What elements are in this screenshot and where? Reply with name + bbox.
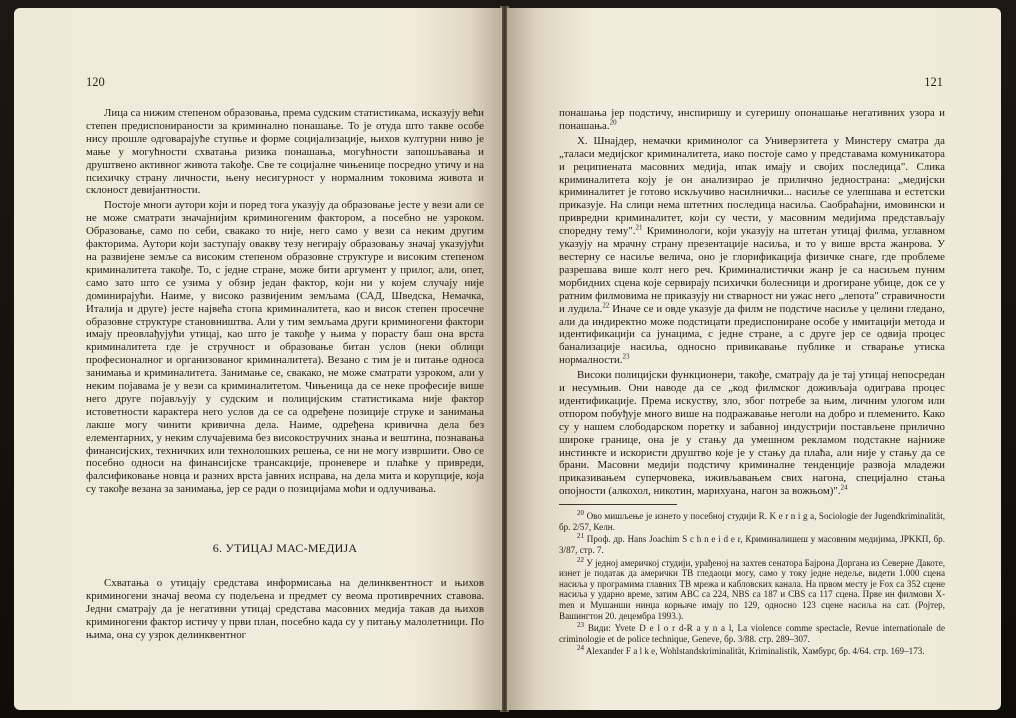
left-page-number: 120 <box>86 75 105 89</box>
right-page-body <box>559 107 945 659</box>
left-page-body <box>86 107 484 644</box>
footnote: $^{22}$ У једној америчкој студији, урађеној на захтев сенатора Бајрона Доргана из Северне Дакоте, изнет је податак да амерички ТВ гледаоци могу, само у току једне недеље, видети 1.000 сцена насиља у програмима главних ТВ мрежа и кабловских канала. На првом месту је Fox са 352 сцене насиља у ударно време, затим ABC са 224, NBS са 187 и CBS са 117 сцена. Прве ин филмови X-men и Мушанши нинџа корњаче имају по 129, односно 123 сцене насиља на сат. (Ројтер, Вашингтон 20. децембра 1993.). <box>559 555 945 621</box>
footnote-ref: 20 <box>609 118 617 127</box>
paragraph: Схватања о утицају средстава информисања на делинквентност и њихов криминогени значај веома су подељена и предмет су веома противречних ставова. Једни сматрају да је негативни утицај средстава масовних медија такав да њихов криминогени фактор истичу у први план, посебно када су у питању малолетници. По њима, она су узрок делинквентног <box>86 577 484 641</box>
paragraph: понашања јер подстичу, инспиришу и сугеришу опонашање негативних узора и понашања.$^{20}$ <box>559 107 945 132</box>
paragraph: Х. Шнајдер, немачки криминолог са Универзитета у Минстеру сматра да „таласи медијског криминалитета, иако постоје само у представама комуникатора и реципиената масовних медија, ипак имају и својих последица". Слика криминалитета коју је он анализирао је прилично једнострана: „медијски криминалитет је готово искључиво насилнички... насиље се улепшава и естетски приказује. На слици нема штетних последица насиља. Саобраћајни, имовински и привредни криминалитет, који су чести, у масовним медијима представљају споредну тему".$^{21}$ Криминологи, који указују на штетан утицај филма, углавном указују на мрачну страну презентације насиља, и то у више врста жанрова. У вестерну се насиље велича, оно је глорификација физичке снаге, где проблеме разрешава више колт него реч. Криминалистички жанр је са насиљем пуним морбидних сцена које сервирају психички болесници и дрогиране убице, док се у ратним филмовима не приказују ни стварност ни ужас него „лепота" стравичности и лудила.$^{22}$ Иначе се и овде указује да филм не подстиче насиље у целини гледано, али да индиректно може подстицати предиспониране особе у имитацији метода и идентификацији са јунацима, с једне стране, а с друге јер се одвија процес банализације насиља, односно привикавање публике и стварање утиска нормалности.$^{23}$ <box>559 134 945 367</box>
footnote-rule <box>559 504 677 505</box>
left-page <box>14 8 502 710</box>
footnote: $^{21}$ Проф. др. Hans Joachim S c h n e i d e r, Криминалишеш у масовним медијима, JPKKП, бр. 3/87, стр. 7. <box>559 532 945 555</box>
paragraph: Постоје многи аутори који и поред тога указују да образовање јесте у вези али се не може сматрати значајнијим криминогеним фактором, а посебно не узроком. Образовање, само по себи, свакако то није, него само у вези са неким другим факторима. Аутори који заступају овакву тезу негирају образовању значај указујући на развијене земље са високим степеном образовне структуре и високим степеном криминалитета такође. То, с једне стране, може бити аргумент у прилог, али, опет, само зато што се узима у обзир један фактор, који ни у којем случају није доминирајући. Наиме, у високо развијеним земљама (САД, Шведска, Немачка, Италија и друге) јесте највећа стопа криминалитета, као и висок степен просечне образовне структуре становништва. Али у тим земљама други криминогени фактори имају преовлађујући утицај, као што је такође у њима у порасту баш она врста криминалитета где је стручност и образовање битан услов (неки облици професионалног и организованог криминалитета). Везано с тим је и питање односа занимања и криминалитета. Занимање се, свакако, не може сматрати узроком, али у неким појавама је у вези са криминалитетом. Чињеница да се неке професије више него друге појављују у судским и полицијским статистикама није фактор истоветности карактера него услов да се са одређене позиције струке и занимања лакше могу чинити кривична дела. Наиме, одређена кривична дела без елементарних, у неким случајевима без високостручних знања и вештина, познавања финансијских, техничких или технолошких решења, се ни не могу извршити. Ово се посебно односи на финансијске трансакције, проневере и плаћке у привреди, фалсификовање новца и разних врста јавних исправа, на дела мита и корупције, која су такође везана за занимања, јер се ради о позицијама моћи и одлучивања. <box>86 199 484 496</box>
footnote: $^{20}$ Ово мишљење је изнето у посебној студији R. K e r n i g a, Sociologie der Jugendkriminalität, бр. 2/57, Келн. <box>559 509 946 532</box>
paragraph: Високи полицијски функционери, такође, сматрају да је тај утицај непосредан и несумњив. Они наводе да се „код филмског доживљаја одиграва процес идентификације. Према искуству, зло, због потребе за њим, личним улогом или отпором побуђује много више на подражавање неголи на добро и племенито. Како су у нашем слободарском поретку и забавној индустрији постављене прилично широке границе, она је у стању да умешном рекламом подстакне најниже инстинкте и искористи друштво које је у стању да плаћа, али није у стању да се брани. Масовни медији подстичу криминалне тенденције развоја младежи приказивањем суперчовека, иживљавањем свих нагона, специјално стања опојности (алкохол, никотин, марихуана, нагон за вожњом)".$^{24}$ <box>559 369 945 498</box>
right-page <box>507 8 1001 710</box>
footnote: $^{23}$ Види: Yvete D e l o r d-R a y n a l, La violence comme spectacle, Revue internationale de criminologie et de police technique, Geneve, бр. 3/88. стр. 289–307. <box>559 621 945 644</box>
paragraph: Лица са нижим степеном образовања, према судским статистикама, исказују већи степен предиспонираности за криминално понашање. То је отуда што такве особе нису прошле одговарајуће ступње и форме социјализације, њихов културни ниво је мање у могућности схватања ризика понашања, могућности запошљавања и друштвено активног живота таkoђе. Све те социјалне чињенице посредно утичу и на психичку страну личности, њену несигурност у нормалним токовима живота и склоност девијантности. <box>86 107 484 197</box>
footnote-ref: 23 <box>622 352 630 361</box>
section-heading: 6. УТИЦАЈ МАС-МЕДИЈА <box>212 541 358 556</box>
right-page-number: 121 <box>924 75 943 89</box>
footnote: $^{24}$ Alexander F a l k e, Wohlstandskriminalität, Kriminalistik, Хамбург, бр. 4/64. стр. 169–173. <box>577 644 925 657</box>
footnote-ref: 22 <box>602 300 610 309</box>
footnote-ref: 21 <box>635 223 643 232</box>
footnote-ref: 24 <box>840 483 848 492</box>
